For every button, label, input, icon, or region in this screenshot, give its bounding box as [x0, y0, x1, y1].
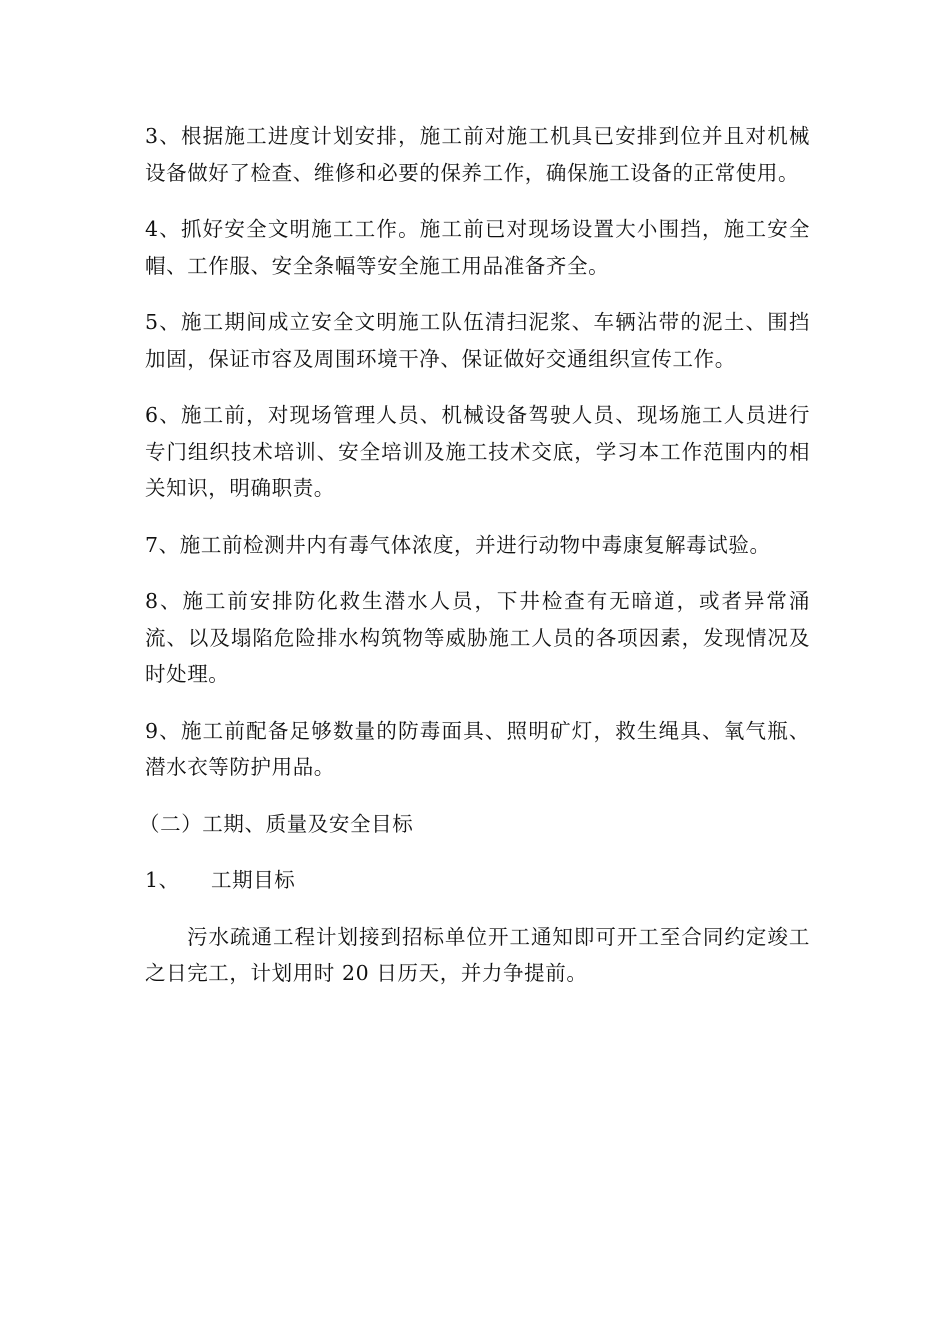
subsection-number: 1、 [145, 868, 180, 892]
list-item-6: 6、施工前，对现场管理人员、机械设备驾驶人员、现场施工人员进行专门组织技术培训、安全培训及施工技术交底，学习本工作范围内的相关知识，明确职责。 [145, 403, 810, 500]
body-paragraph: 污水疏通工程计划接到招标单位开工通知即可开工至合同约定竣工之日完工，计划用时 20 日历天，并力争提前。 [145, 924, 810, 985]
subsection-heading [145, 862, 810, 899]
list-item-9: 9、施工前配备足够数量的防毒面具、照明矿灯，救生绳具、氧气瓶、潜水衣等防护用品。 [145, 718, 810, 779]
list-item-7: 7、施工前检测井内有毒气体浓度，并进行动物中毒康复解毒试验。 [145, 532, 771, 557]
list-item-8: 8、施工前安排防化救生潜水人员，下井检查有无暗道，或者异常涌流、以及塌陷危险排水构筑物等威胁施工人员的各项因素，发现情况及时处理。 [145, 589, 810, 686]
list-item-5: 5、施工期间成立安全文明施工队伍清扫泥浆、车辆沾带的泥土、围挡加固，保证市容及周围环境干净、保证做好交通组织宣传工作。 [145, 310, 810, 371]
list-item-4: 4、抓好安全文明施工工作。施工前已对现场设置大小围挡，施工安全帽、工作服、安全条幅等安全施工用品准备齐全。 [145, 217, 810, 278]
list-item-3: 3、根据施工进度计划安排，施工前对施工机具已安排到位并且对机械设备做好了检查、维修和必要的保养工作，确保施工设备的正常使用。 [145, 124, 810, 185]
subsection-title: 工期目标 [211, 868, 296, 892]
section-heading: （二）工期、质量及安全目标 [139, 811, 414, 836]
document-page [139, 118, 810, 1012]
